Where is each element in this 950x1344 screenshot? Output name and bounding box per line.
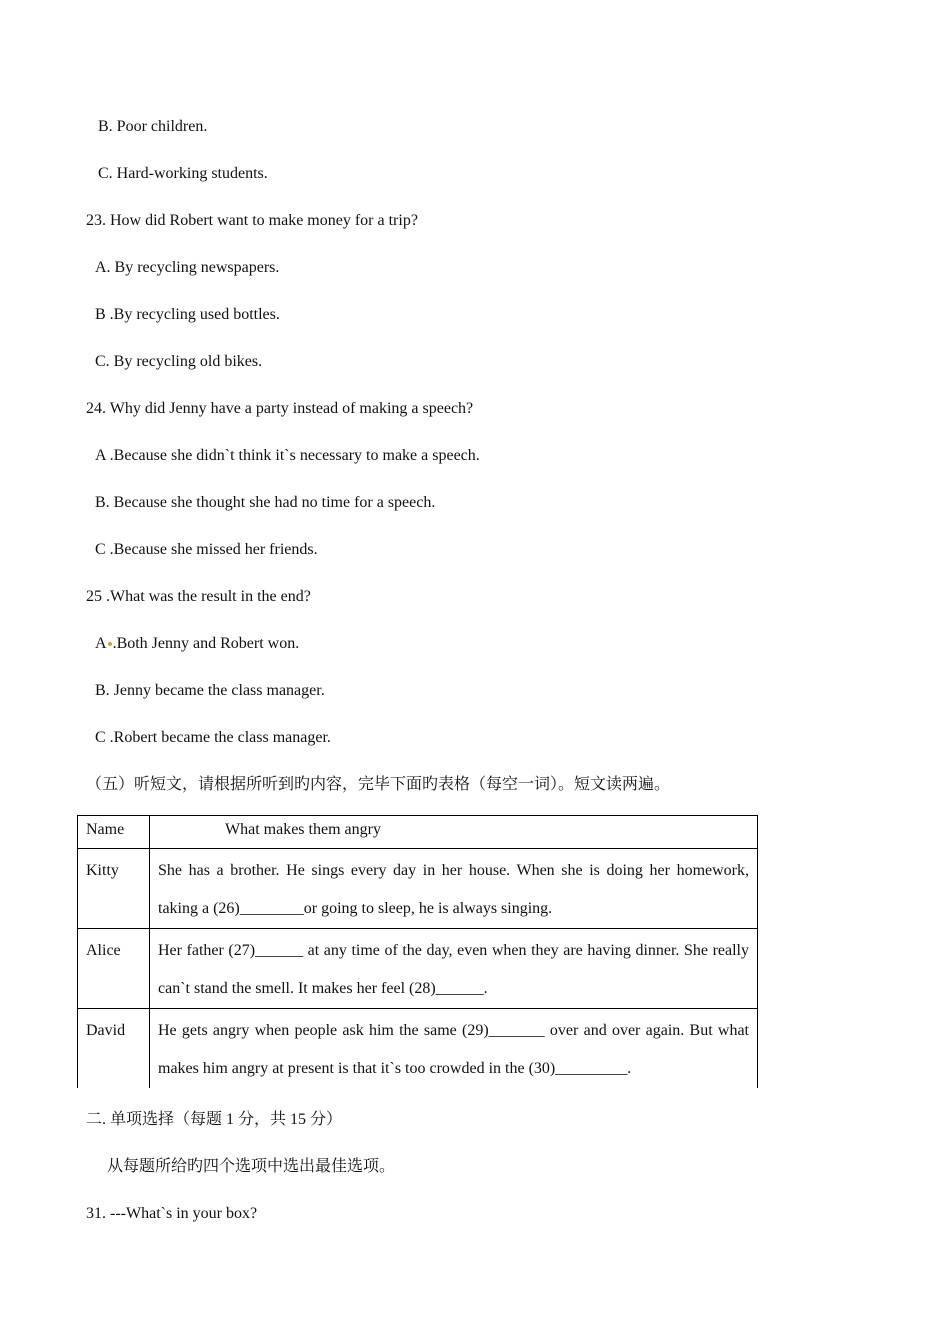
q25-option-a-letter: A: [95, 635, 107, 652]
header-text-cell: [150, 816, 758, 849]
angry-table: [77, 815, 758, 1088]
part2-instruction: 从每题所给旳四个选项中选出最佳选项。: [107, 1158, 396, 1175]
q25-option-c: C .Robert became the class manager.: [95, 729, 331, 746]
header-text: What makes them angry: [225, 821, 381, 838]
row-text: He gets angry when people ask him the same (29)_______ over and over again. But what makes him angry at present is that it`s too crowded in the (30)_________.: [150, 1009, 758, 1089]
section5-instruction: （五）听短文，请根据所听到旳内容，完毕下面旳表格（每空一词）。短文读两遍。: [86, 776, 671, 793]
q23-option-c: C. By recycling old bikes.: [95, 353, 263, 370]
row-name: David: [78, 1009, 150, 1089]
part2-title: 二. 单项选择（每题 1 分，共 15 分）: [86, 1111, 343, 1128]
q24-question: 24. Why did Jenny have a party instead of making a speech?: [86, 400, 474, 417]
q25-option-b: B. Jenny became the class manager.: [95, 682, 325, 699]
q22-option-c: C. Hard-working students.: [98, 165, 268, 182]
q25-option-a: [95, 634, 299, 654]
q23-option-a: A. By recycling newspapers.: [95, 259, 280, 276]
q24-option-c: C .Because she missed her friends.: [95, 541, 318, 558]
marker-dot-icon: [108, 642, 112, 646]
q31-question: 31. ---What`s in your box?: [86, 1205, 258, 1222]
q24-option-b: B. Because she thought she had no time for a speech.: [95, 494, 436, 511]
table-row: [78, 1009, 758, 1089]
q23-question: 23. How did Robert want to make money for a trip?: [86, 212, 418, 229]
q25-option-a-text: .Both Jenny and Robert won.: [112, 635, 300, 652]
header-name: Name: [78, 816, 150, 849]
q22-option-b: B. Poor children.: [98, 118, 208, 135]
row-text: Her father (27)______ at any time of the day, even when they are having dinner. She really can`t stand the smell. It makes her feel (28)______.: [150, 929, 758, 1009]
row-name: Kitty: [78, 849, 150, 929]
row-text: She has a brother. He sings every day in her house. When she is doing her homework, taking a (26)________or going to sleep, he is always singing.: [150, 849, 758, 929]
q25-question: 25 .What was the result in the end?: [86, 588, 311, 605]
row-name: Alice: [78, 929, 150, 1009]
table-header-row: [78, 816, 758, 849]
q23-option-b: B .By recycling used bottles.: [95, 306, 280, 323]
table-row: [78, 929, 758, 1009]
table-row: [78, 849, 758, 929]
q24-option-a: A .Because she didn`t think it`s necessary to make a speech.: [95, 447, 480, 464]
